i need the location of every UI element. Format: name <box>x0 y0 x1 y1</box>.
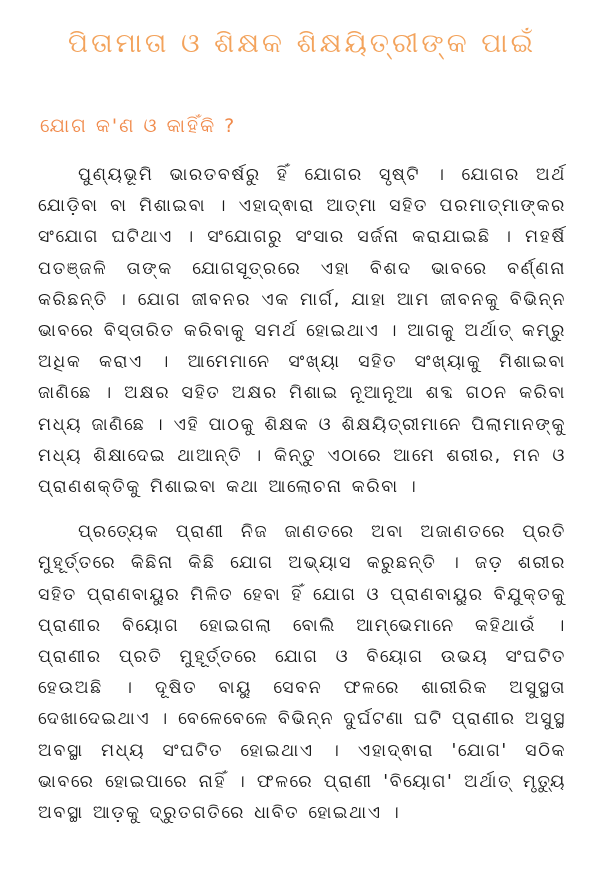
section-heading: ଯୋଗ କ'ଣ ଓ କାହିଁକି ? <box>40 115 237 137</box>
paragraph: ପ୍ରତ୍ୟେକ ପ୍ରାଣୀ ନିଜ ଜାଣତରେ ଅବା ଅଜାଣତରେ ପ୍ରତି ମୁହୂର୍ତ୍ତରେ କିଛିନା କିଛି ଯୋଗ ଅଭ୍ୟାସ କରୁଛନ୍ତି । ଜଡ଼ ଶରୀର ସହିତ ପ୍ରାଣବାୟୁର ମିଳିତ ହେବା ହିଁ ଯୋଗ ଓ ପ୍ରାଣବାୟୁର ବିଯୁକ୍ତକୁ ପ୍ରାଣୀର ବିୟୋଗ ହୋଇଗଲା ବୋଲି ଆମ୍ଭେମାନେ କହିଥାଉଁ । ପ୍ରାଣୀର ପ୍ରତି ମୁହୂର୍ତ୍ତରେ ଯୋଗ ଓ ବିୟୋଗ ଉଭୟ ସଂଘଟିତ ହେଉଅଛି । ଦୂଷିତ ବାୟୁ ସେବନ ଫଳରେ ଶାରୀରିକ ଅସୁସ୍ଥତା ଦେଖାଦେଇଥାଏ । ବେଳେବେଳେ ବିଭିନ୍ନ ଦୁର୍ଘଟଣା ଘଟି ପ୍ରାଣୀର ଅସୁସ୍ଥ ଅବସ୍ଥା ମଧ୍ୟ ସଂଘଟିତ ହୋଇଥାଏ । ଏହାଦ୍ଵାରା 'ଯୋଗ' ସଠିକ ଭାବରେ ହୋଇପାରେ ନାହିଁ । ଫଳରେ ପ୍ରାଣୀ 'ବିୟୋଗ' ଅର୍ଥାତ୍ ମୃତ୍ୟୁ ଅବସ୍ଥା ଆଡ଼କୁ ଦ୍ରୁତଗତିରେ ଧାବିତ ହୋଇଥାଏ । <box>38 522 566 824</box>
paragraph: ପୁଣ୍ୟଭୂମି ଭାରତବର୍ଷରୁ ହିଁ ଯୋଗର ସୃଷ୍ଟି । ଯୋଗର ଅର୍ଥ ଯୋଡ଼ିବା ବା ମିଶାଇବା । ଏହାଦ୍ଵାରା ଆତ୍ମା ସହିତ ପରମାତ୍ମାଙ୍କର ସଂଯୋଗ ଘଟିଥାଏ । ସଂଯୋଗରୁ ସଂସାର ସର୍ଜନା କରାଯାଇଛି । ମହର୍ଷି ପତଞ୍ଜଳି ତାଙ୍କ ଯୋଗସୂତ୍ରରେ ଏହା ବିଶଦ ଭାବରେ ବର୍ଣ୍ଣନା କରିଛନ୍ତି । ଯୋଗ ଜୀବନର ଏକ ମାର୍ଗ, ଯାହା ଆମ ଜୀବନକୁ ବିଭିନ୍ନ ଭାବରେ ବିସ୍ତାରିତ କରିବାକୁ ସମର୍ଥ ହୋଇଥାଏ । ଆଗକୁ ଅର୍ଥାତ୍ କମ୍‌ରୁ ଅଧିକ କରାଏ । ଆମେମାନେ ସଂଖ୍ୟା ସହିତ ସଂଖ୍ୟାକୁ ମିଶାଇବା ଜାଣିଛେ । ଅକ୍ଷର ସହିତ ଅକ୍ଷର ମିଶାଇ ନୂଆନୂଆ ଶବ୍ଦ ଗଠନ କରିବା ମଧ୍ୟ ଜାଣିଛେ । ଏହି ପାଠକୁ ଶିକ୍ଷକ ଓ ଶିକ୍ଷୟିତ୍ରୀମାନେ ପିଲାମାନଙ୍କୁ ମଧ୍ୟ ଶିକ୍ଷାଦେଇ ଥାଆନ୍ତି । କିନ୍ତୁ ଏଠାରେ ଆମେ ଶରୀର, ମନ ଓ ପ୍ରାଣଶକ୍ତିକୁ ମିଶାଇବା କଥା ଆଲୋଚନା କରିବା । <box>38 165 566 498</box>
page-title: ପିତାମାତା ଓ ଶିକ୍ଷକ ଶିକ୍ଷୟିତ୍ରୀଙ୍କ ପାଇଁ <box>67 28 537 59</box>
body-text <box>38 160 566 829</box>
